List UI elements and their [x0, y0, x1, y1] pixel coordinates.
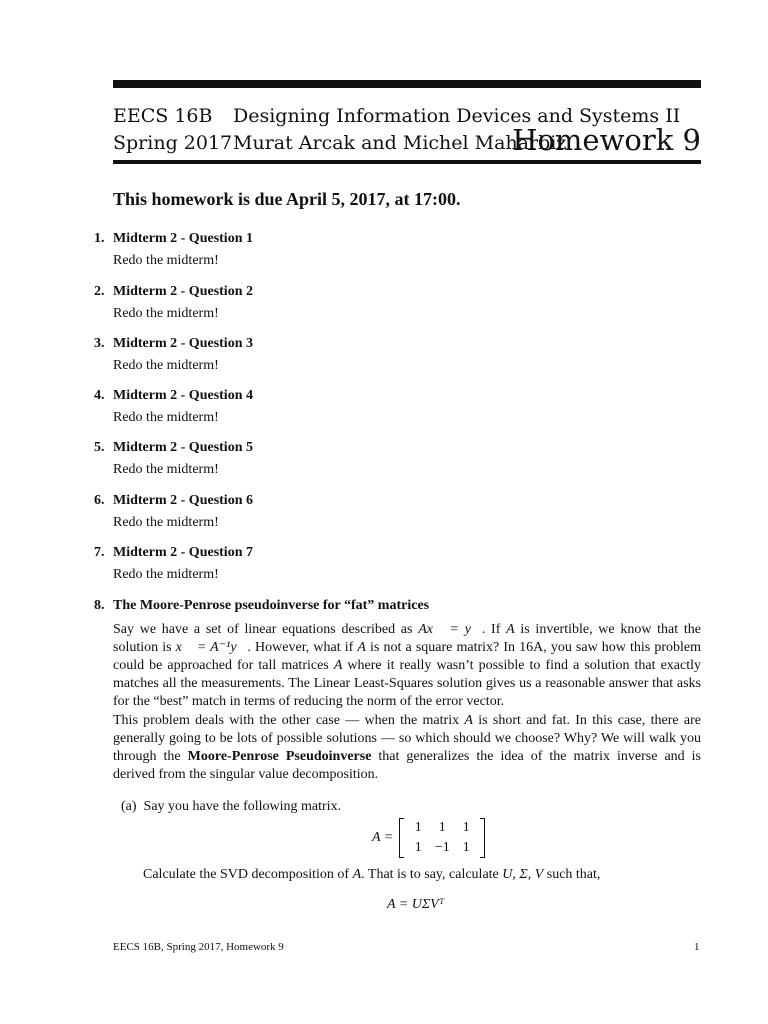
question-5 — [94, 439, 714, 479]
text: Say we have a set of linear equations described as — [113, 622, 419, 637]
question-body: Redo the midterm! — [113, 358, 219, 373]
question-number: 6. — [94, 493, 105, 508]
question-title: The Moore-Penrose pseudoinverse for “fat” matrices — [113, 598, 430, 613]
question-number: 5. — [94, 440, 105, 455]
equation: x⃗ = A⁻¹y⃗ — [175, 640, 248, 655]
question-title: Midterm 2 - Question 4 — [113, 388, 253, 403]
svd-equation: A = UΣVᵀ — [387, 897, 445, 912]
q8-paragraph-2 — [113, 712, 701, 784]
text: is invertible, we know that the solution is — [113, 622, 701, 655]
matrix-cell: −1 — [434, 840, 450, 855]
question-body: Redo the midterm! — [113, 306, 219, 321]
homework-title: Homework 9 — [512, 123, 701, 157]
question-title: Midterm 2 - Question 5 — [113, 440, 253, 455]
text: is short and fat. In this case, there are generally going to be lots of possible solutions — so which should we choose? Why? We will walk you through the — [113, 713, 701, 764]
equation: Ax⃗ = y⃗ — [418, 622, 482, 637]
matrix-cell: 1 — [462, 840, 470, 855]
matrix-equation — [372, 818, 485, 858]
course-title: Designing Information Devices and Systems II — [233, 105, 681, 127]
variable: A — [357, 640, 366, 655]
variable: A — [506, 622, 515, 637]
question-number: 7. — [94, 545, 105, 560]
text: . That is to say, calculate — [361, 867, 503, 882]
matrix-cell: 1 — [462, 820, 470, 835]
matrix — [399, 818, 485, 858]
header-rule-bottom — [113, 160, 701, 164]
matrix-cell: 1 — [414, 820, 422, 835]
matrix-row — [406, 818, 478, 838]
footer-text: EECS 16B, Spring 2017, Homework 9 — [113, 941, 284, 953]
question-body: Redo the midterm! — [113, 410, 219, 425]
term: Spring 2017 — [113, 132, 233, 154]
question-body: Redo the midterm! — [113, 462, 219, 477]
page-number: 1 — [694, 941, 700, 953]
question-title: Midterm 2 - Question 3 — [113, 336, 253, 351]
matrix-cell: 1 — [438, 820, 446, 835]
question-6 — [94, 492, 714, 532]
q8-paragraph-1 — [113, 621, 701, 711]
text: where it really wasn’t possible to find a solution that exactly matches all the measurements. The Linear Least-Squares solution gives us a reasonable answer that asks for the “best” match in terms of reducing the norm of the error vector. — [113, 658, 701, 709]
text: that generalizes the idea of the matrix inverse and is derived from the singular value decomposition. — [113, 749, 702, 782]
question-title: Midterm 2 - Question 2 — [113, 284, 253, 299]
question-number: 4. — [94, 388, 105, 403]
question-title: Midterm 2 - Question 1 — [113, 231, 253, 246]
question-4 — [94, 387, 714, 427]
question-number: 1. — [94, 231, 105, 246]
course-code: EECS 16B — [113, 105, 213, 127]
text: Calculate the SVD decomposition of — [143, 867, 353, 882]
question-body: Redo the midterm! — [113, 567, 219, 582]
question-2 — [94, 283, 714, 323]
text: . However, what if — [247, 640, 358, 655]
due-date-line: This homework is due April 5, 2017, at 17:00. — [113, 189, 461, 209]
text: is not a square matrix? In 16A, you saw how this problem could be approached for tall matrices — [113, 640, 702, 673]
question-number: 3. — [94, 336, 105, 351]
question-title: Midterm 2 - Question 6 — [113, 493, 253, 508]
svd-prompt — [143, 866, 600, 884]
question-8-heading — [94, 597, 714, 615]
header-rule-top — [113, 80, 701, 88]
variable: A — [352, 867, 362, 882]
question-1 — [94, 230, 714, 270]
text: This problem deals with the other case — when the matrix — [113, 713, 465, 728]
matrix-cell: 1 — [414, 840, 422, 855]
variables: U, Σ, V — [502, 867, 544, 882]
variable: A — [333, 658, 343, 673]
text: . If — [481, 622, 507, 637]
question-7 — [94, 544, 714, 584]
question-number: 8. — [94, 598, 105, 613]
question-body: Redo the midterm! — [113, 515, 219, 530]
text: such that, — [543, 867, 601, 882]
question-title: Midterm 2 - Question 7 — [113, 545, 253, 560]
matrix-lhs: A = — [372, 830, 394, 845]
matrix-row — [406, 838, 478, 858]
part-label: (a) — [121, 799, 137, 814]
emphasis: Moore-Penrose Pseudoinverse — [187, 749, 372, 764]
part-text: Say you have the following matrix. — [143, 799, 342, 814]
part-a-prompt — [121, 798, 341, 816]
question-number: 2. — [94, 284, 105, 299]
instructors: Murat Arcak and Michel Maharbiz — [233, 132, 567, 154]
variable: A — [464, 713, 473, 728]
question-3 — [94, 335, 714, 375]
question-body: Redo the midterm! — [113, 253, 219, 268]
